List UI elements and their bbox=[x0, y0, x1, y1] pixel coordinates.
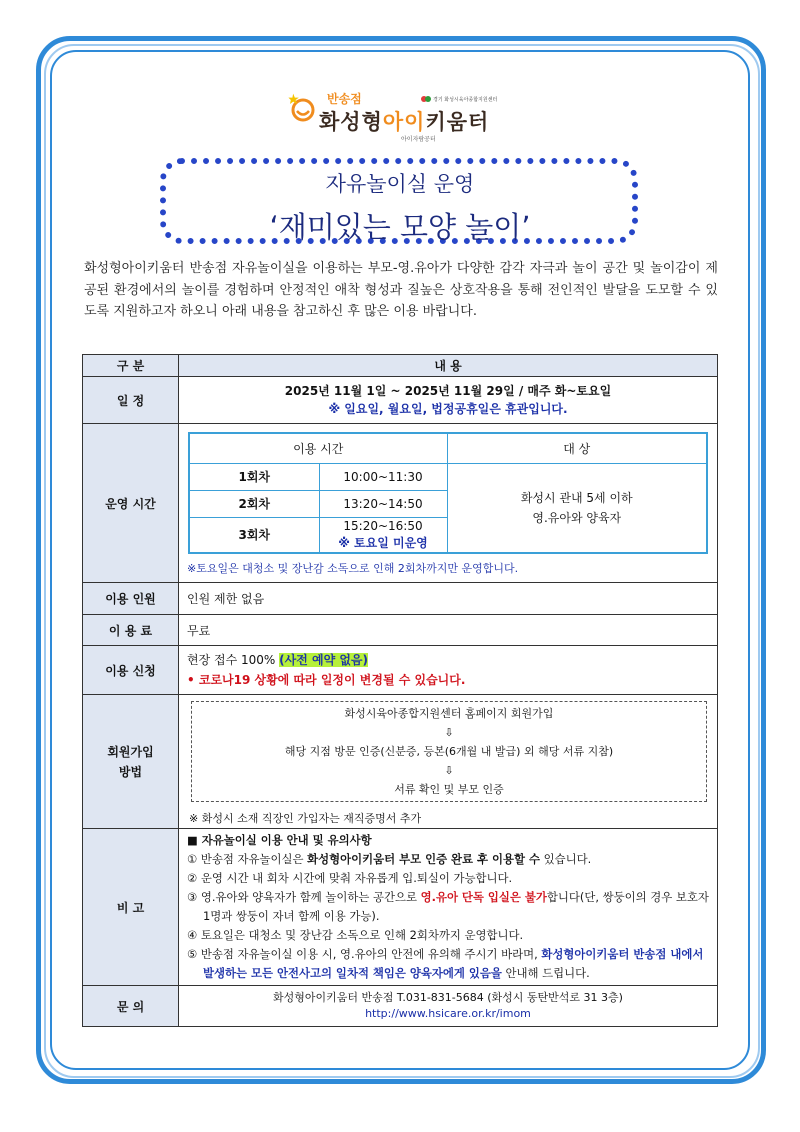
time-1: 10:00~11:30 bbox=[319, 463, 447, 490]
row-membership bbox=[83, 695, 718, 829]
row-hours bbox=[83, 424, 718, 583]
logo bbox=[283, 88, 523, 146]
apply-warning: • 코로나19 상황에 따라 일정이 변경될 수 있습니다. bbox=[187, 673, 466, 687]
contact-info: 화성형아이키움터 반송점 T.031-831-5684 (화성시 동탄반석로 31 3층) bbox=[273, 991, 623, 1004]
label-hours: 운영 시간 bbox=[83, 424, 179, 583]
row-contact bbox=[83, 986, 718, 1027]
label-capacity: 이용 인원 bbox=[83, 583, 179, 615]
logo-branch: 반송점 bbox=[327, 92, 362, 106]
logo-partner: 경기 화성시육아종합지원센터 bbox=[433, 97, 498, 103]
row-capacity bbox=[83, 583, 718, 615]
row-remarks bbox=[83, 829, 718, 986]
membership-steps bbox=[191, 701, 707, 802]
round-1: 1회차 bbox=[189, 463, 319, 490]
row-fee bbox=[83, 615, 718, 646]
remark-item-3: ③ 영.유아와 양육자가 함께 놀이하는 공간으로 영.유아 단독 입실은 불가합니다(단, 쌍둥이의 경우 보호자 1명과 쌍둥이 자녀 함께 이용 가능). bbox=[187, 890, 709, 923]
partner-logo-icon bbox=[421, 95, 431, 103]
remark-item-1: ① 반송점 자유놀이실은 화성형아이키움터 부모 인증 완료 후 이용할 수 있습니다. bbox=[187, 852, 592, 866]
logo-tagline: 아이자람공터 bbox=[401, 136, 436, 143]
arrow-down-icon: ⇩ bbox=[444, 726, 454, 739]
title-line1: 자유놀이실 운영 bbox=[325, 172, 475, 196]
saturday-note: ※ 토요일 미운영 bbox=[338, 535, 428, 550]
title-line2: ‘재미있는 모양 놀이’ bbox=[269, 210, 531, 244]
time-2: 13:20~14:50 bbox=[319, 490, 447, 517]
remark-item-5: ⑤ 반송점 자유놀이실 이용 시, 영.유아의 안전에 유의해 주시기 바라며, 화성형아이키움터 반송점 내에서 발생하는 모든 안전사고의 일차적 책임은 양육자에게 있음을 안내해 드립니다. bbox=[187, 947, 704, 980]
intro-paragraph: 화성형아이키움터 반송점 자유놀이실을 이용하는 부모-영.유아가 다양한 감각 자극과 놀이 공간 및 놀이감이 제공된 환경에서의 놀이를 경험하며 안정적인 애착 형성과 질높은 상호작용을 통해 전인적인 발달을 도모할 수 있도록 지원하고자 하오니 아래 내용을 참고하신 후 많은 이용 바랍니다. bbox=[84, 261, 718, 319]
fee-value: 무료 bbox=[179, 615, 718, 646]
round-2: 2회차 bbox=[189, 490, 319, 517]
round-3: 3회차 bbox=[189, 517, 319, 553]
remark-item-4: ④ 토요일은 대청소 및 장난감 소독으로 인해 2회차까지 운영합니다. bbox=[187, 928, 524, 942]
label-fee: 이 용 료 bbox=[83, 615, 179, 646]
label-remarks: 비 고 bbox=[83, 829, 179, 986]
hours-footnote: ※토요일은 대청소 및 장난감 소독으로 인해 2회차까지만 운영합니다. bbox=[187, 562, 519, 575]
capacity-value: 인원 제한 없음 bbox=[179, 583, 718, 615]
apply-highlight: (사전 예약 없음) bbox=[279, 653, 369, 667]
schedule-note: ※ 일요일, 월요일, 법정공휴일은 휴관입니다. bbox=[328, 402, 568, 416]
target-line2: 영.유아와 양육자 bbox=[532, 510, 622, 525]
smile-logo-icon bbox=[287, 92, 317, 122]
apply-value: 현장 접수 100% bbox=[187, 653, 280, 667]
header-category: 구 분 bbox=[83, 355, 179, 377]
arrow-down-icon: ⇩ bbox=[444, 764, 454, 777]
row-apply bbox=[83, 646, 718, 695]
logo-name: 화성형아이키움터 bbox=[319, 110, 490, 134]
label-apply: 이용 신청 bbox=[83, 646, 179, 695]
row-schedule bbox=[83, 377, 718, 424]
hours-col-time: 이용 시간 bbox=[189, 433, 447, 463]
membership-step1: 화성시육아종합지원센터 홈페이지 회원가입 bbox=[344, 707, 554, 720]
hours-table bbox=[188, 432, 708, 554]
info-table bbox=[82, 354, 718, 1027]
membership-step3: 서류 확인 및 부모 인증 bbox=[394, 783, 504, 796]
time-3: 15:20~16:50 bbox=[343, 518, 423, 533]
remark-item-2: ② 운영 시간 내 회차 시간에 맞춰 자유롭게 입.퇴실이 가능합니다. bbox=[187, 871, 513, 885]
label-membership: 회원가입 방법 bbox=[83, 695, 179, 829]
contact-url[interactable]: http://www.hsicare.or.kr/imom bbox=[365, 1007, 531, 1020]
label-contact: 문 의 bbox=[83, 986, 179, 1027]
schedule-dates: 2025년 11월 1일 ~ 2025년 11월 29일 / 매주 화~토요일 bbox=[284, 384, 612, 398]
membership-step2: 해당 지점 방문 인증(신분증, 등본(6개월 내 발급) 외 해당 서류 지참) bbox=[284, 745, 614, 758]
hours-target bbox=[447, 463, 707, 553]
table-header-row bbox=[83, 355, 718, 377]
label-schedule: 일 정 bbox=[83, 377, 179, 424]
header-content: 내 용 bbox=[179, 355, 718, 377]
target-line1: 화성시 관내 5세 이하 bbox=[520, 490, 633, 505]
remarks-heading: ■ 자유놀이실 이용 안내 및 유의사항 bbox=[187, 833, 372, 847]
membership-footnote: ※ 화성시 소재 직장인 가입자는 재직증명서 추가 bbox=[189, 812, 422, 825]
hours-col-target: 대 상 bbox=[447, 433, 707, 463]
